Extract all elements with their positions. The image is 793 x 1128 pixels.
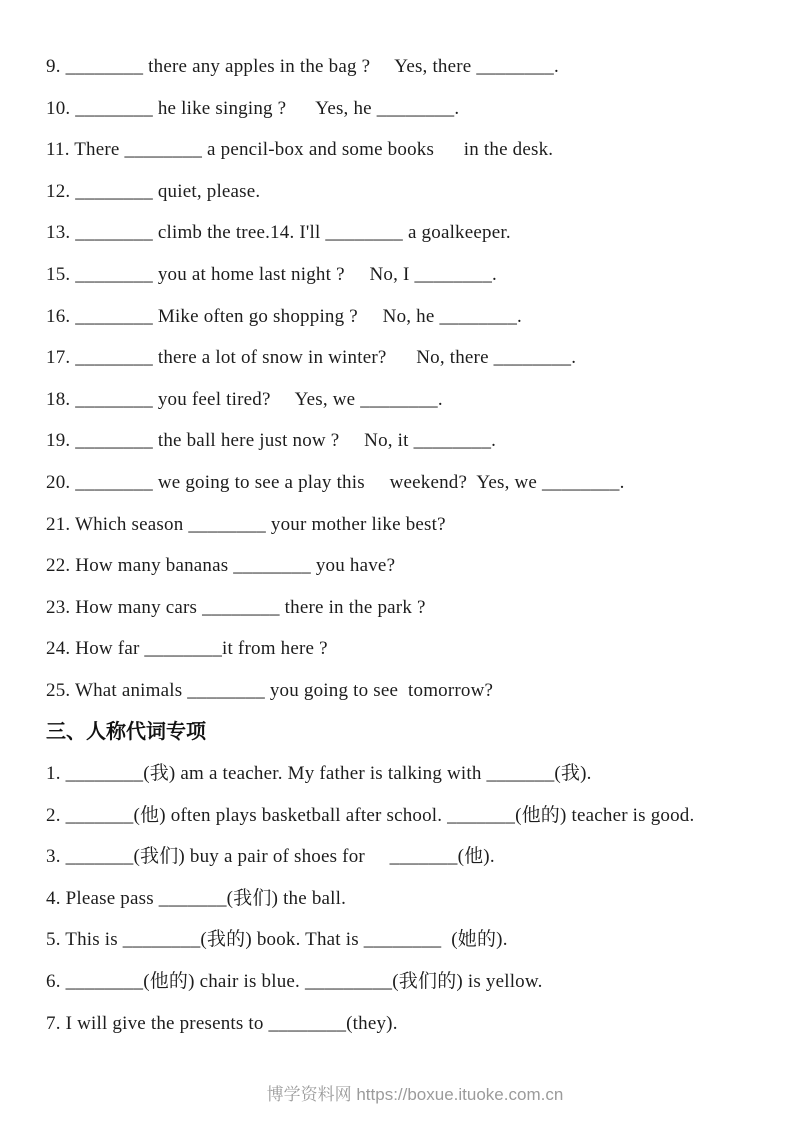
exercise-line-25: 25. What animals ________ you going to see tomorrow? <box>46 679 494 701</box>
section3-heading: 三、人称代词专项 <box>46 720 206 743</box>
pronoun-line-4: 4. Please pass _______(我们) the ball. <box>46 887 347 909</box>
exercise-line-18: 18. ________ you feel tired? Yes, we ________. <box>46 388 443 410</box>
pronoun-line-1: 1. ________(我) am a teacher. My father is talking with _______(我). <box>46 763 592 785</box>
pronoun-line-5: 5. This is ________(我的) book. That is ________ (她的). <box>46 929 508 951</box>
exercise-line-12: 12. ________ quiet, please. <box>46 180 261 202</box>
pronoun-line-2: 2. _______(他) often plays basketball after school. _______(他的) teacher is good. <box>46 804 695 826</box>
exercise-list-section3 <box>46 753 765 1044</box>
exercise-line-15: 15. ________ you at home last night ? No, I ________. <box>46 263 497 285</box>
exercise-line-11: 11. There ________ a pencil-box and some books in the desk. <box>46 139 554 161</box>
pronoun-line-3: 3. _______(我们) buy a pair of shoes for _______(他). <box>46 846 495 868</box>
footer-watermark <box>46 1062 765 1128</box>
exercise-line-20: 20. ________ we going to see a play this weekend? Yes, we ________. <box>46 471 625 493</box>
exercise-line-16: 16. ________ Mike often go shopping ? No, he ________. <box>46 305 523 327</box>
exercise-line-23: 23. How many cars ________ there in the park ? <box>46 596 426 618</box>
pronoun-line-7: 7. I will give the presents to ________(they). <box>46 1012 398 1034</box>
exercise-line-13-14: 13. ________ climb the tree.14. I'll ________ a goalkeeper. <box>46 222 511 244</box>
exercise-line-21: 21. Which season ________ your mother like best? <box>46 513 446 535</box>
exercise-line-9: 9. ________ there any apples in the bag ? Yes, there ________. <box>46 56 559 77</box>
exercise-line-24: 24. How far ________it from here ? <box>46 638 328 660</box>
exercise-line-17: 17. ________ there a lot of snow in winter? No, there ________. <box>46 347 577 369</box>
exercise-line-10: 10. ________ he like singing ? Yes, he ________. <box>46 97 460 119</box>
exercise-line-19: 19. ________ the ball here just now ? No, it ________. <box>46 430 497 452</box>
exercise-line-22: 22. How many bananas ________ you have? <box>46 555 396 577</box>
footer-site-url-text: 博学资料网 https://boxue.ituoke.com.cn <box>266 1085 564 1105</box>
exercise-list-section2 <box>46 46 765 712</box>
pronoun-line-6: 6. ________(他的) chair is blue. _________(我们的) is yellow. <box>46 971 543 993</box>
